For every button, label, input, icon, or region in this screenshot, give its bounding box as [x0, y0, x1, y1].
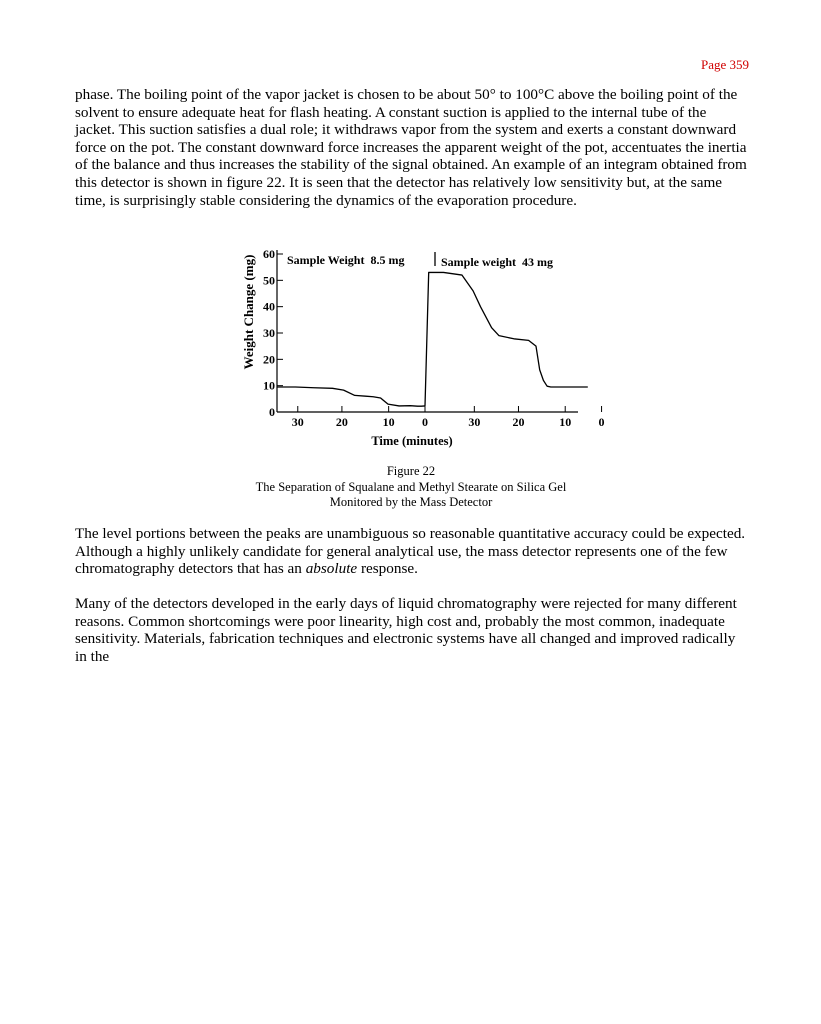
paragraph-level-portions-end: response. [357, 560, 418, 578]
y-tick-label-60: 60 [263, 247, 275, 261]
figure-caption-line-2: The Separation of Squalane and Methyl Stearate on Silica Gel [255, 480, 567, 494]
paragraph-vapor-jacket: phase. The boiling point of the vapor jacket is chosen to be about 50° to 100°C above the boiling point of the solvent to ensure adequate heat for flash heating. A constant suction is applied to the internal tube of the jacket. This suction satisfies a dual role; it withdraws vapor from the system and exerts a constant downward force on the pot. The constant downward force increases the apparent weight of the pot, accentuates the inertia of the balance and thus increases the stability of the signal obtained. An example of an integram obtained from this detector is shown in figure 22. It is seen that the detector has relatively low sensitivity but, at the same time, is surprisingly stable considering the dynamics of the evaporation procedure. [75, 86, 747, 209]
y-tick-label-10: 10 [263, 378, 275, 393]
series-line-1 [277, 387, 425, 406]
x-tick-label-3: 0 [422, 415, 428, 429]
x-tick-label-7: 0 [598, 415, 605, 429]
x-tick-label-5: 20 [512, 415, 525, 429]
series-line-2 [425, 272, 588, 406]
paragraph-level-portions [75, 525, 747, 578]
y-tick-label-40: 40 [263, 299, 275, 314]
figure-caption-title: Figure 22 [386, 464, 436, 478]
x-tick-label-2: 10 [382, 415, 395, 429]
figure-caption-line-3: Monitored by the Mass Detector [329, 495, 493, 509]
annotation-sample-weight-43: Sample weight 43 mg [441, 255, 553, 269]
x-tick-label-0: 30 [291, 415, 304, 429]
x-tick-label-1: 20 [335, 415, 348, 429]
annotation-sample-weight-8-5: Sample Weight 8.5 mg [287, 253, 405, 267]
paragraph-early-detectors: Many of the detectors developed in the early days of liquid chromatography were rejected for many different reasons. Common shortcomings were poor linearity, high cost and, probably the most common, inadequate sensitivity. Materials, fabrication techniques and electronic systems have all changed and improved radically in the [75, 595, 737, 665]
x-tick-label-4: 30 [468, 415, 481, 429]
y-tick-label-50: 50 [263, 273, 275, 288]
y-tick-label-30: 30 [263, 326, 275, 340]
x-axis-label: Time (minutes) [371, 434, 453, 448]
paragraph-level-portions-text: The level portions between the peaks are unambiguous so reasonable quantitative accuracy could be expected. Although a highly unlikely candidate for general analytical use, the mass detector represents one of the few chromatography detectors that has an [75, 525, 746, 578]
y-tick-label-0: 0 [269, 405, 275, 419]
chart-svg [240, 240, 605, 452]
y-axis-label: Weight Change (mg) [241, 254, 256, 370]
y-tick-label-20: 20 [263, 352, 275, 367]
figure-22-chart [240, 240, 605, 452]
emphasis-absolute: absolute [305, 560, 358, 578]
page-number: Page 359 [700, 57, 749, 72]
x-tick-label-6: 10 [559, 415, 572, 429]
